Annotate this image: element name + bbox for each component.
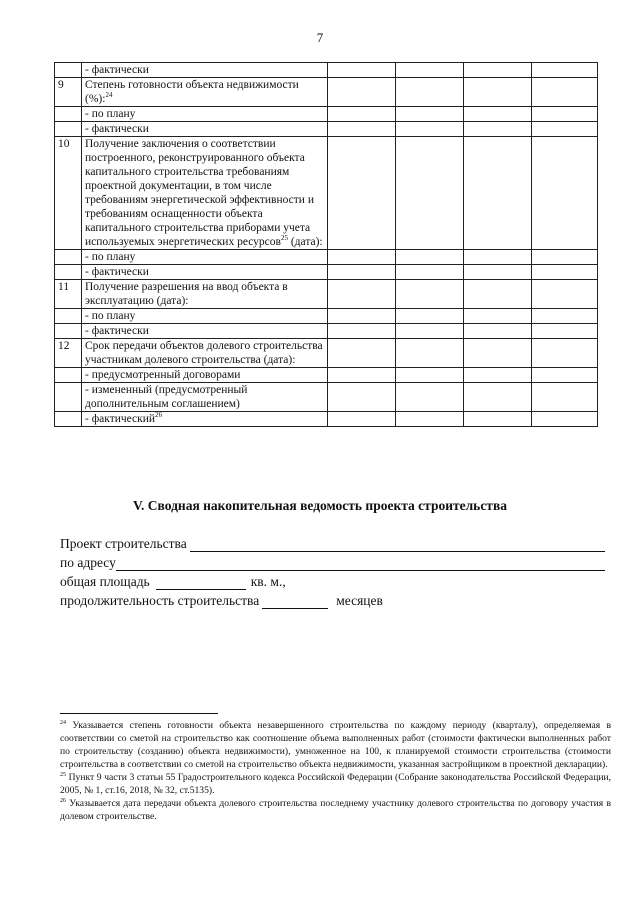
value-cell[interactable]: [396, 107, 464, 122]
value-cell[interactable]: [328, 122, 396, 137]
row-label: [82, 412, 328, 427]
value-cell[interactable]: [532, 368, 598, 383]
value-cell[interactable]: [396, 324, 464, 339]
row-text: - по плану: [85, 310, 136, 322]
duration-field[interactable]: [262, 596, 328, 609]
value-cell[interactable]: [396, 265, 464, 280]
value-cell[interactable]: [532, 122, 598, 137]
value-cell[interactable]: [464, 309, 532, 324]
address-line: [60, 552, 605, 571]
row-label: [82, 265, 328, 280]
value-cell[interactable]: [532, 324, 598, 339]
table-row: [55, 368, 598, 383]
row-text: - фактически: [85, 325, 149, 337]
row-text: - по плану: [85, 251, 136, 263]
row-label: [82, 122, 328, 137]
project-label: Проект строительства: [60, 536, 187, 551]
table-row: [55, 265, 598, 280]
row-label: [82, 339, 328, 368]
address-label: по адресу: [60, 555, 116, 570]
row-text: Срок передачи объектов долевого строительства участникам долевого строительства (дата):: [85, 340, 323, 366]
table-row: [55, 309, 598, 324]
project-field[interactable]: [190, 539, 605, 552]
duration-line: [60, 590, 605, 609]
table-row: [55, 78, 598, 107]
value-cell[interactable]: [328, 412, 396, 427]
value-cell[interactable]: [532, 78, 598, 107]
footnote-ref: 26: [155, 411, 163, 420]
table-row: [55, 339, 598, 368]
footnote-mark: 24: [60, 719, 66, 726]
value-cell[interactable]: [396, 137, 464, 250]
table-row: [55, 383, 598, 412]
address-field[interactable]: [116, 558, 605, 571]
row-text: - фактически: [85, 123, 149, 135]
value-cell[interactable]: [464, 137, 532, 250]
row-label: [82, 250, 328, 265]
area-label: общая площадь: [60, 574, 150, 589]
row-number: 9: [55, 78, 82, 107]
footnote-text: Пункт 9 части 3 статьи 55 Градостроительного кодекса Российской Федерации (Собрание законодательства Российской Федерации, 2005, № 1, ст.16, 2018, № 32, ст.5135).: [60, 772, 611, 796]
value-cell[interactable]: [328, 137, 396, 250]
table-row: [55, 107, 598, 122]
value-cell[interactable]: [532, 63, 598, 78]
row-label: [82, 383, 328, 412]
area-unit: кв. м.,: [250, 574, 286, 589]
value-cell[interactable]: [464, 324, 532, 339]
value-cell[interactable]: [396, 412, 464, 427]
table-row: [55, 137, 598, 250]
value-cell[interactable]: [464, 265, 532, 280]
value-cell[interactable]: [396, 368, 464, 383]
value-cell[interactable]: [328, 280, 396, 309]
footnote-26: [60, 797, 611, 823]
section-title: V. Сводная накопительная ведомость проекта строительства: [133, 498, 507, 513]
row-label: [82, 324, 328, 339]
value-cell[interactable]: [328, 78, 396, 107]
table-row: [55, 412, 598, 427]
footnote-ref: 25: [280, 234, 288, 243]
value-cell[interactable]: [328, 107, 396, 122]
footnote-24: [60, 719, 611, 771]
page-number: 7: [316, 30, 324, 45]
value-cell[interactable]: [464, 63, 532, 78]
row-text: - фактически: [85, 266, 149, 278]
row-label: [82, 63, 328, 78]
footnotes: [60, 719, 611, 823]
row-text: Получение разрешения на ввод объекта в эксплуатацию (дата):: [85, 281, 288, 307]
row-label: [82, 78, 328, 107]
progress-table: [54, 62, 598, 427]
row-number: [55, 412, 82, 427]
value-cell[interactable]: [396, 339, 464, 368]
row-number: 10: [55, 137, 82, 250]
value-cell[interactable]: [532, 250, 598, 265]
value-cell[interactable]: [464, 412, 532, 427]
table-row: [55, 324, 598, 339]
area-field[interactable]: [156, 577, 246, 590]
value-cell[interactable]: [328, 63, 396, 78]
value-cell[interactable]: [532, 309, 598, 324]
value-cell[interactable]: [396, 280, 464, 309]
value-cell[interactable]: [396, 309, 464, 324]
value-cell[interactable]: [328, 339, 396, 368]
project-form: [60, 533, 605, 609]
footnote-divider: [60, 713, 218, 714]
value-cell[interactable]: [532, 383, 598, 412]
value-cell[interactable]: [396, 122, 464, 137]
value-cell[interactable]: [464, 368, 532, 383]
value-cell[interactable]: [396, 78, 464, 107]
row-text: - измененный (предусмотренный дополнительным соглашением): [85, 384, 248, 410]
row-label: [82, 368, 328, 383]
duration-label: продолжительность строительства: [60, 593, 260, 608]
footnote-ref: 24: [105, 91, 113, 100]
row-text: - фактически: [85, 64, 149, 76]
row-number: [55, 368, 82, 383]
row-label: [82, 309, 328, 324]
row-text: - предусмотренный договорами: [85, 369, 241, 381]
value-cell[interactable]: [396, 63, 464, 78]
table-row: [55, 250, 598, 265]
row-text-suffix: (дата):: [287, 236, 323, 248]
row-label: [82, 107, 328, 122]
value-cell[interactable]: [532, 412, 598, 427]
row-number: [55, 122, 82, 137]
footnote-text: Указывается дата передачи объекта долевого строительства последнему участнику долевого строительства по договору участия в долевом строительстве.: [60, 798, 611, 822]
value-cell[interactable]: [328, 309, 396, 324]
value-cell[interactable]: [328, 368, 396, 383]
footnote-text: Указывается степень готовности объекта незавершенного строительства по каждому периоду (кварталу), определяемая в соответствии со сметой на строительство как соотношение объема выполненных работ (стоимости фактически выполненных работ по строительству (созданию) объекта недвижимости), умноженное на 100, к планируемой стоимости строительства (стоимости строительства в соответствии со сметой на строительство объекта недвижимости, указанная застройщиком в проектной декларации).: [60, 720, 611, 770]
value-cell[interactable]: [328, 250, 396, 265]
row-number: [55, 383, 82, 412]
value-cell[interactable]: [464, 339, 532, 368]
value-cell[interactable]: [532, 280, 598, 309]
row-number: [55, 107, 82, 122]
row-number: 11: [55, 280, 82, 309]
row-number: [55, 63, 82, 78]
value-cell[interactable]: [464, 78, 532, 107]
value-cell[interactable]: [532, 265, 598, 280]
value-cell[interactable]: [396, 383, 464, 412]
row-number: [55, 309, 82, 324]
table-row: [55, 122, 598, 137]
table-row: [55, 280, 598, 309]
row-text: - фактический: [85, 413, 156, 425]
row-number: 12: [55, 339, 82, 368]
row-text: Получение заключения о соответствии построенного, реконструированного объекта капитального строительства требованиям проектной документации, в том числе требованиям энергетической эффективности и требованиям оснащенности объекта капитального строительства приборами учета используемых энергетических ресурсов: [85, 138, 314, 248]
row-label: [82, 137, 328, 250]
value-cell[interactable]: [328, 383, 396, 412]
row-label: [82, 280, 328, 309]
value-cell[interactable]: [532, 107, 598, 122]
area-line: [60, 571, 605, 590]
value-cell[interactable]: [464, 107, 532, 122]
value-cell[interactable]: [532, 137, 598, 250]
footnote-mark: 26: [60, 797, 66, 804]
value-cell[interactable]: [464, 280, 532, 309]
row-number: [55, 250, 82, 265]
value-cell[interactable]: [464, 122, 532, 137]
row-number: [55, 324, 82, 339]
footnote-mark: 25: [60, 771, 66, 778]
row-text: Степень готовности объекта недвижимости (%):: [85, 79, 299, 105]
value-cell[interactable]: [464, 250, 532, 265]
value-cell[interactable]: [532, 339, 598, 368]
value-cell[interactable]: [396, 250, 464, 265]
row-number: [55, 265, 82, 280]
value-cell[interactable]: [464, 383, 532, 412]
project-line: [60, 533, 605, 552]
footnote-25: [60, 771, 611, 797]
row-text: - по плану: [85, 108, 136, 120]
value-cell[interactable]: [328, 265, 396, 280]
value-cell[interactable]: [328, 324, 396, 339]
duration-unit: месяцев: [336, 593, 383, 608]
table-row: [55, 63, 598, 78]
